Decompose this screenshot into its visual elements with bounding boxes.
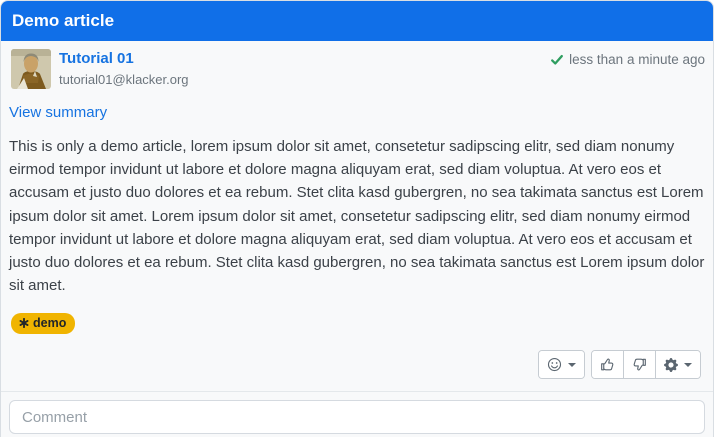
author-avatar[interactable] xyxy=(11,49,51,89)
tag-badge-label: demo xyxy=(33,316,67,331)
portrait-avatar-image xyxy=(11,49,51,89)
view-summary-link[interactable]: View summary xyxy=(9,104,108,121)
article-meta xyxy=(550,52,705,67)
smiley-icon xyxy=(547,357,562,372)
tag-row xyxy=(1,313,713,334)
thumbs-down-icon xyxy=(632,357,647,372)
reaction-dropdown-button[interactable] xyxy=(539,351,584,378)
vote-settings-button-group xyxy=(591,350,701,379)
comment-footer xyxy=(1,392,713,437)
caret-down-icon xyxy=(684,363,692,367)
author-name-link[interactable]: Tutorial 01 xyxy=(59,50,134,67)
thumbs-down-button[interactable] xyxy=(624,351,656,378)
tag-badge-demo[interactable] xyxy=(11,313,75,334)
asterisk-icon xyxy=(19,318,29,328)
author-row xyxy=(1,41,713,89)
author-texts xyxy=(59,49,189,87)
caret-down-icon xyxy=(568,363,576,367)
article-body: This is only a demo article, lorem ipsum dolor sit amet, consetetur sadipscing elitr, sed diam nonumy eirmod tempor invidunt ut labore et dolore magna aliquyam erat, sed diam voluptua. At vero eos et accusam et justo duo dolores et ea rebum. Stet clita kasd gubergren, no sea takimata sanctus est Lorem ipsum dolor sit amet. Lorem ipsum dolor sit amet, consetetur sadipscing elitr, sed diam nonumy eirmod tempor invidunt ut labore et dolore magna aliquyam erat, sed diam voluptua. At vero eos et accusam et justo duo dolores et ea rebum. Stet clita kasd gubergren, no sea takimata sanctus est Lorem ipsum dolor sit amet. xyxy=(9,138,705,295)
thumbs-up-button[interactable] xyxy=(592,351,624,378)
thumbs-up-icon xyxy=(600,357,615,372)
check-icon xyxy=(550,53,564,67)
comment-input[interactable] xyxy=(9,400,705,434)
article-toolbar xyxy=(1,350,713,379)
author-email: tutorial01@klacker.org xyxy=(59,72,189,87)
reaction-button-group xyxy=(538,350,585,379)
gear-icon xyxy=(664,358,678,372)
page-title: Demo article xyxy=(1,1,713,41)
settings-dropdown-button[interactable] xyxy=(656,351,700,378)
timestamp: less than a minute ago xyxy=(569,52,705,67)
